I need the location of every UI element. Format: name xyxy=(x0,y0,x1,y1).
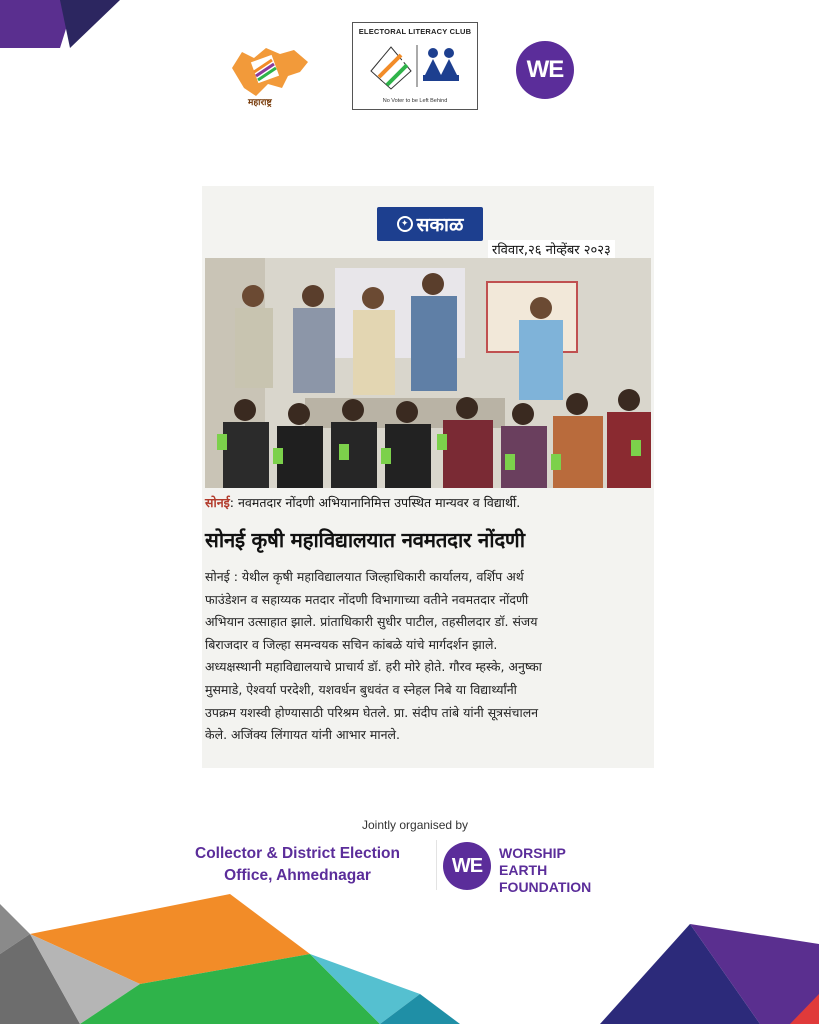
body-line: फाउंडेशन व सहाय्यक मतदार नोंदणी विभागाच्या वतीने नवमतदार नोंदणी xyxy=(205,591,529,607)
sakal-name: सकाळ xyxy=(416,214,464,236)
body-line: अभियान उत्साहात झाले. प्रांताधिकारी सुधीर पाटील, तहसीलदार डॉ. संजय xyxy=(205,614,538,630)
photo-caption xyxy=(205,494,651,511)
collector-office-name xyxy=(160,843,435,887)
caption-place: सोनई xyxy=(205,495,230,510)
article-body xyxy=(205,566,651,747)
article-headline: सोनई कृषी महाविद्यालयात नवमतदार नोंदणी xyxy=(205,528,525,552)
maharashtra-map-logo xyxy=(228,40,312,102)
body-line: केले. अजिंक्य लिंगायत यांनी आभार मानले. xyxy=(205,727,400,743)
foundation-line-3: FOUNDATION xyxy=(499,879,592,895)
newspaper-date: रविवार,२६ नोव्हेंबर २०२३ xyxy=(488,240,615,258)
collector-line-1: Collector & District Election xyxy=(195,845,400,862)
foundation-line-1: WORSHIP xyxy=(499,845,566,861)
elc-tagline: No Voter to be Left Behind xyxy=(382,98,448,104)
body-line: बिराजदार व जिल्हा समन्वयक सचिन कांबळे यांचे मार्गदर्शन झाले. xyxy=(205,636,498,652)
we-logo-top: WE xyxy=(516,41,574,99)
footer-divider xyxy=(436,840,437,890)
corner-decoration-top xyxy=(0,0,140,55)
event-group-photo xyxy=(205,258,651,488)
body-line: अध्यक्षस्थानी महाविद्यालयाचे प्राचार्य डॉ. हरी मोरे होते. गौरव म्हस्के, अनुष्का xyxy=(205,659,542,675)
caption-text: : नवमतदार नोंदणी अभियानानिमित्त उपस्थित मान्यवर व विद्यार्थी. xyxy=(229,495,521,510)
collector-line-2: Office, Ahmednagar xyxy=(224,867,371,884)
jointly-organised-label: Jointly organised by xyxy=(362,818,469,832)
foundation-line-2: EARTH xyxy=(499,862,548,878)
worship-earth-foundation-name xyxy=(499,845,591,896)
elc-emblem-icon xyxy=(367,41,465,91)
elc-title: ELECTORAL LITERACY CLUB xyxy=(358,27,472,36)
sakal-emblem-icon: ✦ xyxy=(397,216,413,232)
body-line: उपक्रम यशस्वी होण्यासाठी परिश्रम घेतले. प्रा. संदीप तांबे यांनी सूत्रसंचालन xyxy=(205,704,539,720)
sakal-masthead xyxy=(377,207,483,241)
maharashtra-label: महाराष्ट्र xyxy=(248,98,272,108)
body-line: मुसमाडे, ऐश्वर्या परदेशी, यशवर्धन बुधवंत व स्नेहल निबे या विद्यार्थ्यांनी xyxy=(205,681,517,697)
body-line: सोनई : येथील कृषी महाविद्यालयात जिल्हाधिकारी कार्यालय, वर्शिप अर्थ xyxy=(205,569,524,584)
bottom-geometric-decoration xyxy=(0,894,819,1024)
we-logo-bottom: WE xyxy=(443,842,491,890)
electoral-literacy-club-logo xyxy=(352,22,478,110)
